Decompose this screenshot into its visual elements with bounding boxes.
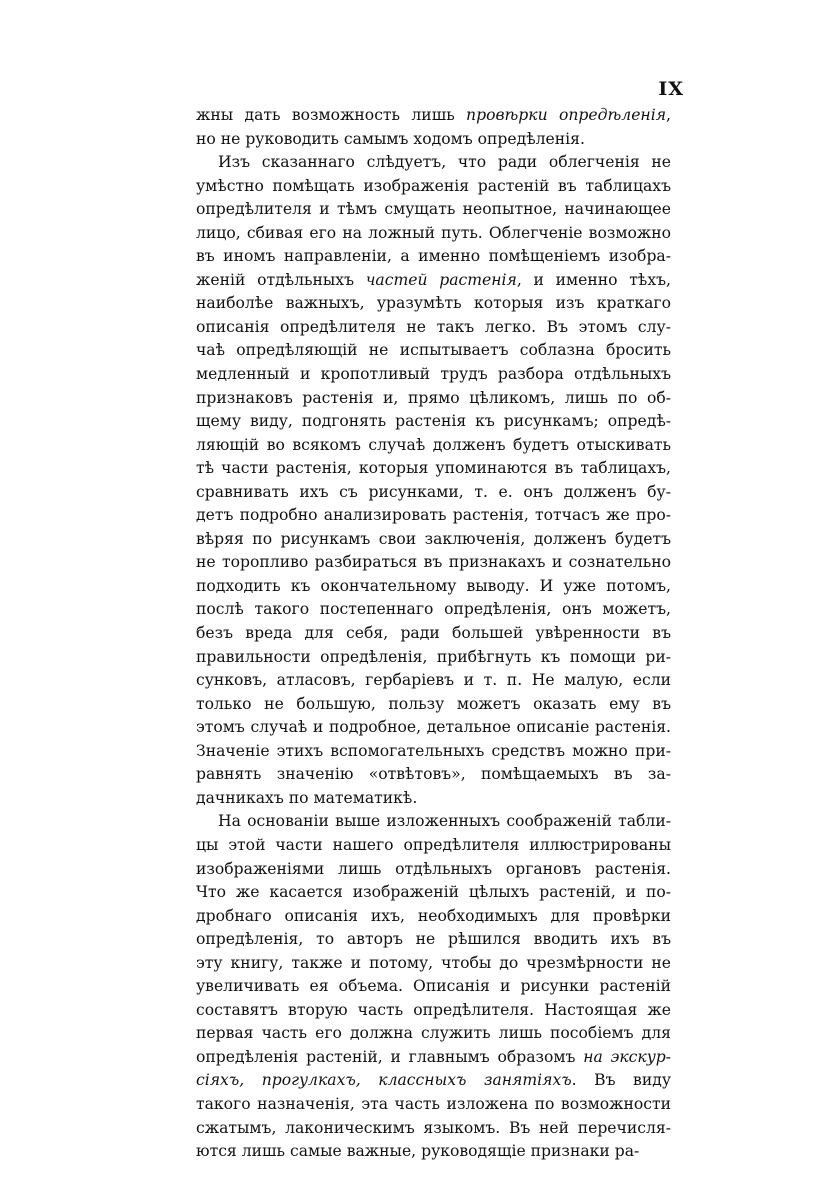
text-segment: , и именно тѣхъ,	[516, 270, 671, 289]
text-line	[196, 928, 671, 952]
text-segment: дачникахъ по математикѣ.	[196, 788, 418, 807]
text-line	[196, 104, 671, 128]
text-line	[196, 598, 671, 622]
text-line	[196, 222, 671, 246]
text-segment: этомъ случаѣ и подробное, детальное описаніе растенія.	[196, 718, 671, 737]
text-segment: составятъ вторую часть опредѣлителя. Настоящая же	[196, 1000, 671, 1019]
text-segment: ляющій во всякомъ случаѣ долженъ будетъ отыскивать	[196, 435, 671, 454]
page-number: IX	[658, 78, 684, 100]
text-segment: увеличивать ея объема. Описанія и рисунки растеній	[196, 977, 671, 996]
text-segment: наиболѣе важныхъ, уразумѣть которыя изъ краткаго	[196, 294, 671, 313]
text-segment: сравнивать ихъ съ рисунками, т. е. онъ долженъ бу-	[196, 482, 671, 501]
text-line	[196, 622, 671, 646]
text-line	[196, 457, 671, 481]
text-line	[196, 1046, 671, 1070]
italic-text: сіяхъ, прогулкахъ, классныхъ занятіяхъ	[196, 1071, 572, 1090]
text-line	[196, 905, 671, 929]
text-segment: опредѣленія растеній, и главнымъ образомъ	[196, 1047, 584, 1066]
text-line	[196, 669, 671, 693]
text-line	[196, 716, 671, 740]
text-segment: . Въ виду	[571, 1071, 671, 1090]
text-line	[196, 1093, 671, 1117]
text-line	[196, 551, 671, 575]
text-line	[196, 999, 671, 1023]
text-segment: подходить къ окончательному выводу. И уже потомъ,	[196, 576, 671, 595]
paragraph	[196, 104, 671, 151]
text-segment: ,	[666, 106, 671, 124]
text-line	[196, 339, 671, 363]
text-segment: правильности опредѣленія, прибѣгнуть къ помощи ри-	[196, 647, 671, 666]
text-segment: въ иномъ направленіи, а именно помѣщеніемъ изобра-	[196, 247, 671, 266]
text-line	[196, 363, 671, 387]
body-text	[196, 104, 671, 1164]
text-segment: ются лишь самые важные, руководящіе признаки ра-	[196, 1142, 640, 1161]
text-segment: На основаніи выше изложенныхъ соображеній табли-	[218, 812, 671, 831]
text-segment: описанія опредѣлителя не такъ легко. Въ этомъ слу-	[196, 317, 671, 336]
text-line	[196, 434, 671, 458]
text-segment: вѣряя по рисункамъ свои заключенія, долженъ будетъ	[196, 529, 671, 548]
text-line	[196, 763, 671, 787]
text-segment: сжатымъ, лаконическимъ языкомъ. Въ ней перечисля-	[196, 1118, 671, 1137]
text-line	[196, 575, 671, 599]
text-segment: послѣ такого постепеннаго опредѣленія, онъ можетъ,	[196, 600, 671, 619]
paragraph	[196, 151, 671, 810]
text-segment: опредѣлителя и тѣмъ смущать неопытное, начинающее	[196, 200, 671, 219]
text-line	[196, 810, 671, 834]
text-line	[196, 693, 671, 717]
paragraph	[196, 810, 671, 1163]
text-line	[196, 528, 671, 552]
text-segment: медленный и кропотливый трудъ разбора отдѣльныхъ	[196, 365, 671, 384]
text-segment: первая часть его должна служить лишь пособіемъ для	[196, 1024, 671, 1043]
text-line	[196, 952, 671, 976]
text-segment: опредѣленія, то авторъ не рѣшился вводить ихъ въ	[196, 930, 671, 949]
text-segment: чаѣ опредѣляющій не испытываетъ соблазна бросить	[196, 341, 671, 360]
text-segment: женій отдѣльныхъ	[196, 270, 366, 289]
text-line	[196, 975, 671, 999]
text-line	[196, 858, 671, 882]
text-segment: но не руководить самымъ ходомъ опредѣленія.	[196, 129, 585, 148]
text-segment: такого назначенія, эта часть изложена по возможности	[196, 1094, 671, 1113]
text-line	[196, 198, 671, 222]
text-segment: жны дать возможность лишь	[196, 106, 467, 124]
text-segment: только не большую, пользу можетъ оказать ему въ	[196, 694, 671, 713]
text-line	[196, 740, 671, 764]
text-segment: изображеніями лишь отдѣльныхъ органовъ растенія.	[196, 859, 671, 878]
text-line	[196, 881, 671, 905]
text-segment: лицо, сбивая его на ложный путь. Облегченіе возможно	[196, 223, 671, 242]
text-line	[196, 481, 671, 505]
text-segment: не торопливо разбираться въ признакахъ и сознательно	[196, 553, 671, 572]
text-segment: умѣстно помѣщать изображенія растеній въ таблицахъ	[196, 176, 671, 195]
text-line	[196, 292, 671, 316]
text-line	[196, 175, 671, 199]
text-line	[196, 504, 671, 528]
italic-text: на экскур-	[583, 1047, 671, 1066]
italic-text: провѣрки опредѣленія	[466, 106, 667, 124]
text-line	[196, 1022, 671, 1046]
text-line	[196, 316, 671, 340]
text-segment: сунковъ, атласовъ, гербаріевъ и т. п. Не малую, если	[196, 671, 671, 690]
text-line	[196, 245, 671, 269]
text-line	[196, 387, 671, 411]
text-line	[196, 151, 671, 175]
text-line	[196, 410, 671, 434]
text-segment: дробнаго описанія ихъ, необходимыхъ для провѣрки	[196, 906, 671, 925]
text-line	[196, 1140, 671, 1164]
text-segment: Значеніе этихъ вспомогательныхъ средствъ можно при-	[196, 741, 671, 760]
text-line	[196, 787, 671, 811]
text-line	[196, 1069, 671, 1093]
text-segment: детъ подробно анализировать растенія, тотчасъ же про-	[196, 506, 671, 525]
text-segment: признаковъ растенія и, прямо цѣликомъ, лишь по об-	[196, 388, 671, 407]
text-segment: Изъ сказаннаго слѣдуетъ, что ради облегченія не	[218, 153, 671, 172]
text-line	[196, 269, 671, 293]
text-segment: цы этой части нашего опредѣлителя иллюстрированы	[196, 835, 671, 854]
text-line	[196, 646, 671, 670]
text-line	[196, 1117, 671, 1141]
text-segment: равнять значенію «отвѣтовъ», помѣщаемыхъ въ за-	[196, 765, 671, 784]
text-line	[196, 834, 671, 858]
italic-text: частей растенія	[365, 270, 517, 289]
text-segment: Что же касается изображеній цѣлыхъ растеній, и по-	[196, 883, 671, 902]
text-line	[196, 128, 671, 152]
text-segment: щему виду, подгонять растенія къ рисункамъ; опредѣ-	[196, 412, 671, 431]
text-segment: безъ вреда для себя, ради большей увѣренности въ	[196, 624, 671, 643]
text-segment: тѣ части растенія, которыя упоминаются въ таблицахъ,	[196, 459, 671, 478]
text-segment: эту книгу, также и потому, чтобы до чрезмѣрности не	[196, 953, 671, 972]
